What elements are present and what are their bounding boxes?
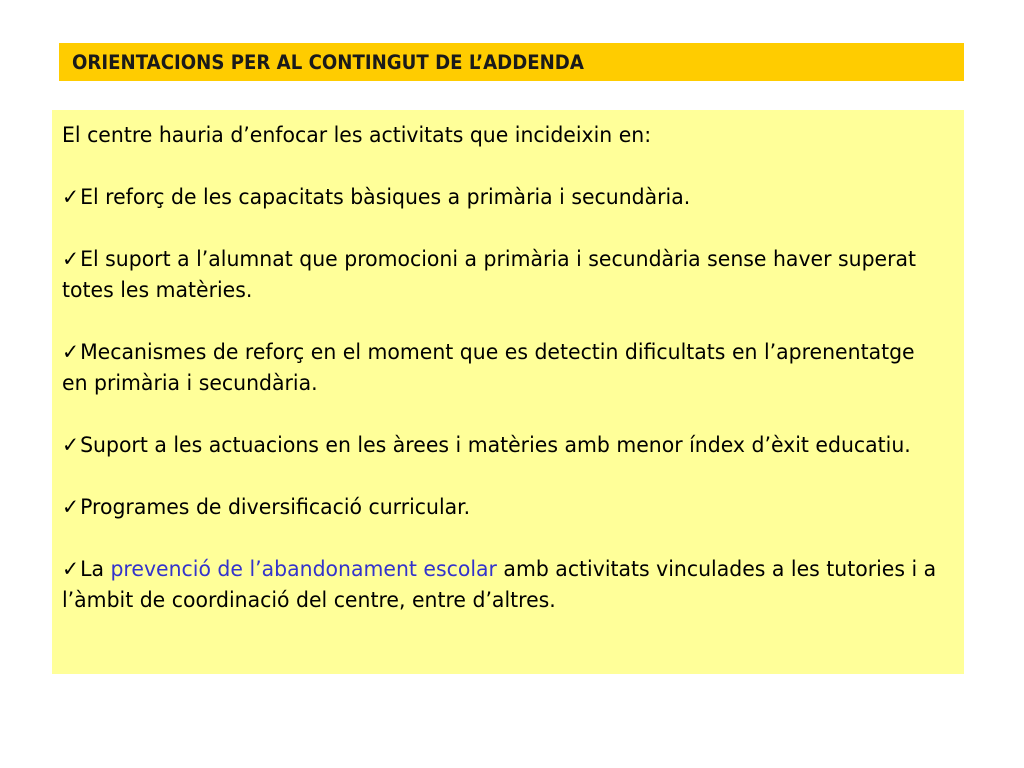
list-item (62, 244, 946, 306)
list-item (62, 182, 946, 213)
checkmark-icon: ✓ (62, 557, 80, 582)
title-bar (59, 43, 964, 81)
list-item-text: El reforç de les capacitats bàsiques a primària i secundària. (80, 185, 691, 210)
content-text (62, 120, 946, 616)
list-item-text: Suport a les actuacions en les àrees i matèries amb menor índex d’èxit educatiu. (80, 433, 911, 458)
list-item (62, 492, 946, 523)
checkmark-icon: ✓ (62, 433, 80, 458)
list-item (62, 430, 946, 461)
list-item-text-after: amb activitats vinculades a les tutories i a l’àmbit de coordinació del centre, entre d’altres. (62, 557, 937, 613)
list-item-text: Programes de diversificació curricular. (80, 495, 471, 520)
highlighted-phrase: prevenció de l’abandonament escolar (110, 557, 497, 582)
list-item (62, 554, 946, 616)
checkmark-icon: ✓ (62, 495, 80, 520)
list-item-text: El suport a l’alumnat que promocioni a primària i secundària sense haver superat totes les matèries. (62, 247, 917, 303)
checkmark-icon: ✓ (62, 340, 80, 365)
content-box (52, 110, 964, 674)
list-item (62, 337, 946, 399)
checkmark-icon: ✓ (62, 247, 80, 272)
list-item-text-before: La (80, 557, 111, 582)
slide-title: ORIENTACIONS PER AL CONTINGUT DE L’ADDENDA (72, 50, 584, 74)
intro-text: El centre hauria d’enfocar les activitats que incideixin en: (62, 123, 652, 148)
checkmark-icon: ✓ (62, 185, 80, 210)
list-item-text: Mecanismes de reforç en el moment que es detectin dificultats en l’aprenentatge en primària i secundària. (62, 340, 915, 396)
